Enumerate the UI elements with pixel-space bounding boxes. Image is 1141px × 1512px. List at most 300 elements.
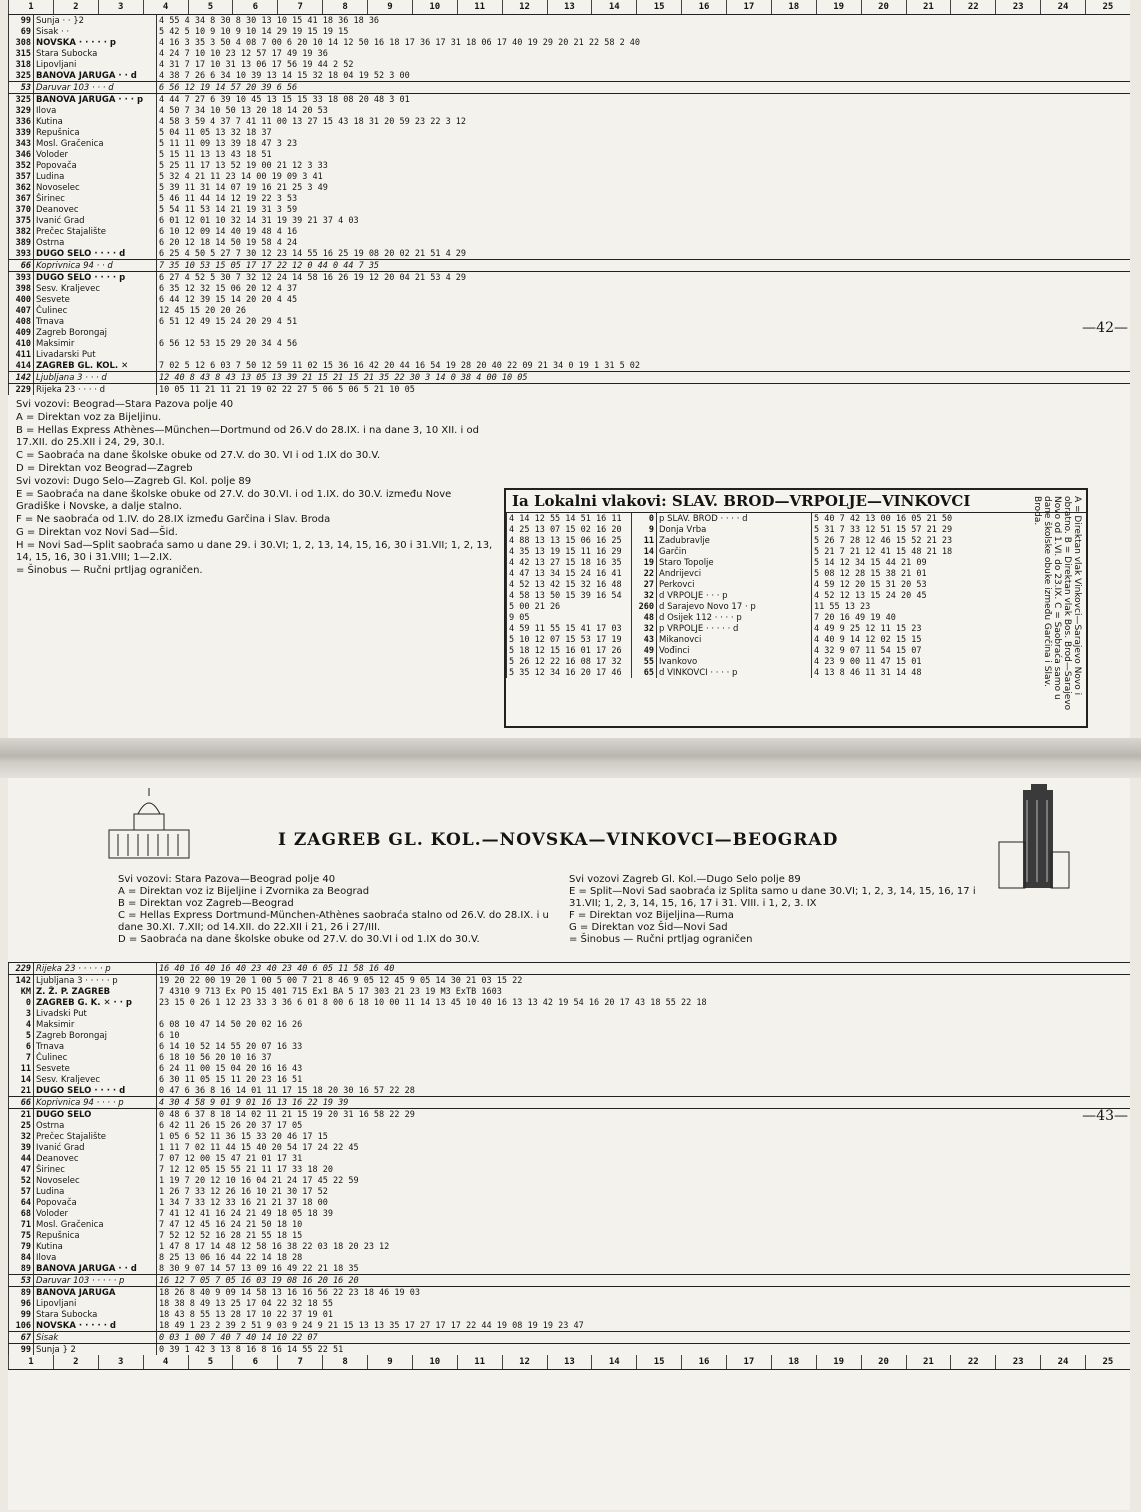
times-cell: 7 02 5 12 6 03 7 50 12 59 11 02 15 36 16 42 20 44 16 54 19 28 20 40 22 09 21 34 0 19 1 31 5 02 [157, 360, 1131, 372]
timetable-row [9, 70, 1131, 82]
column-number: 24 [1040, 0, 1085, 14]
timetable-row [9, 1287, 1131, 1299]
times-cell: 6 56 12 19 14 57 20 39 6 56 [157, 82, 1131, 94]
note-line: D = Saobraća na dane školske obuke od 27.V. do 30.VI i od 1.IX do 30.V. [118, 934, 480, 945]
station-cell: Ljubljana 3 · · · d [34, 372, 157, 384]
timetable-row [9, 1197, 1131, 1208]
km-cell: 318 [9, 59, 34, 70]
km-cell: 0 [632, 513, 657, 524]
times-cell: 7 35 10 53 15 05 17 17 22 12 0 44 0 44 7 35 [157, 260, 1131, 272]
local-left-times: 9 05 [507, 612, 632, 623]
km-cell: 229 [9, 384, 34, 396]
station-cell: ZAGREB GL. KOL. ✕ [34, 360, 157, 372]
km-cell: 21 [9, 1085, 34, 1097]
times-cell: 7 41 12 41 16 24 21 49 18 05 18 39 [157, 1208, 1131, 1219]
km-cell: 14 [9, 1074, 34, 1085]
times-cell: 5 11 11 09 13 39 18 47 3 23 [157, 138, 1131, 149]
timetable-row [9, 160, 1131, 171]
km-cell: 382 [9, 226, 34, 237]
page-title: I ZAGREB GL. KOL.—NOVSKA—VINKOVCI—BEOGRAD [278, 830, 839, 850]
station-cell: Trnava [34, 316, 157, 327]
km-cell: 329 [9, 105, 34, 116]
timetable-row [9, 171, 1131, 182]
station-cell: Ludina [34, 1186, 157, 1197]
times-cell: 5 25 11 17 13 52 19 00 21 12 3 33 [157, 160, 1131, 171]
timetable-row [9, 1230, 1131, 1241]
timetable-row [9, 116, 1131, 127]
column-number: 15 [636, 0, 681, 14]
timetable-row [9, 360, 1131, 372]
station-cell: Deanovec [34, 204, 157, 215]
station-cell: Čulinec [34, 305, 157, 316]
km-cell: 69 [9, 26, 34, 37]
km-cell: 66 [9, 1097, 34, 1109]
note-line: H = Novi Sad—Split saobraća samo u dane 29. i 30.VI; 1, 2, 13, 14, 15, 16, 30 i 31.VII; 1, 2, 13, 14, 15, 16, 30 i 31.VIII; 1—2.IX. [16, 540, 493, 563]
column-number: 23 [995, 1355, 1040, 1369]
notes-bottom-right [569, 874, 1010, 946]
station-cell: Koprivnica 94 · · · · p [34, 1097, 157, 1109]
station-cell: Daruvar 103 · · · d [34, 82, 157, 94]
station-cell: Rijeka 23 · · · · · p [34, 963, 157, 975]
times-cell: 6 51 12 49 15 24 20 29 4 51 [157, 316, 1131, 327]
km-cell: 315 [9, 48, 34, 59]
km-cell: 9 [632, 524, 657, 535]
column-number: 22 [950, 1355, 995, 1369]
timetable-row [9, 349, 1131, 360]
timetable-row [9, 305, 1131, 316]
column-number: 5 [188, 1355, 233, 1369]
times-cell: 16 40 16 40 16 40 23 40 23 40 6 05 11 58 16 40 [157, 963, 1131, 975]
km-cell: 11 [632, 535, 657, 546]
station-cell: NOVSKA · · · · · d [34, 1320, 157, 1332]
column-number: 4 [143, 1355, 188, 1369]
times-cell: 4 58 3 59 4 37 7 41 11 00 13 27 15 43 18 31 20 59 23 22 3 12 [157, 116, 1131, 127]
km-cell: 39 [9, 1142, 34, 1153]
timetable-row [9, 1241, 1131, 1252]
times-cell: 5 39 11 31 14 07 19 16 21 25 3 49 [157, 182, 1131, 193]
times-cell: 6 20 12 18 14 50 19 58 4 24 [157, 237, 1131, 248]
km-cell: 106 [9, 1320, 34, 1332]
local-right-times: 7 20 16 49 19 40 [812, 612, 1017, 623]
km-cell: 64 [9, 1197, 34, 1208]
column-number: 3 [98, 1355, 143, 1369]
note-line: E = Split—Novi Sad saobraća iz Splita samo u dane 30.VI; 1, 2, 3, 14, 15, 16, 17 i 31.VII; 1, 2, 3, 14, 15, 16, 17 i 31. VIII. i 1, 2, 3. IX [569, 886, 976, 909]
times-cell: 6 08 10 47 14 50 20 02 16 26 [157, 1019, 1131, 1030]
column-number: 12 [502, 0, 547, 14]
times-cell: 10 05 11 21 11 21 19 02 22 27 5 06 5 06 5 21 10 05 [157, 384, 1131, 396]
note-line: F = Ne saobraća od 1.IV. do 28.IX između Garčina i Slav. Broda [16, 514, 331, 525]
km-cell: 67 [9, 1332, 34, 1344]
column-number: 11 [457, 0, 502, 14]
km-cell: 0 [9, 997, 34, 1008]
times-cell: 5 46 11 44 14 12 19 22 3 53 [157, 193, 1131, 204]
timetable-row [9, 283, 1131, 294]
times-cell [157, 1008, 1131, 1019]
km-cell: 375 [9, 215, 34, 226]
timetable-row [9, 327, 1131, 338]
km-cell: 398 [9, 283, 34, 294]
local-row [507, 656, 1017, 667]
times-cell: 4 24 7 10 10 23 12 57 17 49 19 36 [157, 48, 1131, 59]
timetable-row [9, 1063, 1131, 1074]
timetable-row [9, 204, 1131, 215]
local-row [507, 579, 1017, 590]
column-number: 15 [636, 1355, 681, 1369]
local-right-times: 4 23 9 00 11 47 15 01 [812, 656, 1017, 667]
times-cell: 16 12 7 05 7 05 16 03 19 08 16 20 16 20 [157, 1275, 1131, 1287]
timetable-row [9, 138, 1131, 149]
column-number: 11 [457, 1355, 502, 1369]
column-numbers-bottom [8, 1355, 1130, 1370]
station-cell: Repušnica [34, 1230, 157, 1241]
station-cell: Lipovljani [34, 59, 157, 70]
station-cell: Ilova [34, 105, 157, 116]
station-cell: Popovača [34, 160, 157, 171]
timetable-row [9, 372, 1131, 384]
local-right-times: 5 31 7 33 12 51 15 57 21 29 [812, 524, 1017, 535]
local-row [507, 645, 1017, 656]
times-cell: 8 25 13 06 16 44 22 14 18 28 [157, 1252, 1131, 1263]
station-cell: Zadubravlje [657, 535, 812, 546]
times-cell: 6 42 11 26 15 26 20 37 17 05 [157, 1120, 1131, 1131]
local-row [507, 590, 1017, 601]
km-cell: 6 [9, 1041, 34, 1052]
times-cell [157, 349, 1131, 360]
times-cell: 0 03 1 00 7 40 7 40 14 10 22 07 [157, 1332, 1131, 1344]
timetable-row [9, 986, 1131, 997]
note-line: B = Hellas Express Athènes—München—Dortmund od 26.V do 28.IX. i na dane 3, 10 XII. i od 17.XII. do 25.XII i 24, 29, 30.I. [16, 425, 479, 448]
times-cell: 6 10 12 09 14 40 19 48 4 16 [157, 226, 1131, 237]
column-number: 2 [53, 0, 98, 14]
station-cell: Mosl. Gračenica [34, 1219, 157, 1230]
km-cell: 14 [632, 546, 657, 557]
station-cell: Sisak · · [34, 26, 157, 37]
station-cell: Ivankovo [657, 656, 812, 667]
local-row [507, 557, 1017, 568]
local-row [507, 623, 1017, 634]
station-cell: Širinec [34, 1164, 157, 1175]
km-cell: 357 [9, 171, 34, 182]
km-cell: 32 [632, 623, 657, 634]
station-cell: Ilova [34, 1252, 157, 1263]
timetable-row [9, 1344, 1131, 1356]
local-left-times: 4 14 12 55 14 51 16 11 [507, 513, 632, 524]
station-cell: Novoselec [34, 1175, 157, 1186]
times-cell: 1 19 7 20 12 10 16 04 21 24 17 45 22 59 [157, 1175, 1131, 1186]
timetable-row [9, 1008, 1131, 1019]
station-cell: BANOVA JARUGA · · d [34, 1263, 157, 1275]
km-cell: 336 [9, 116, 34, 127]
times-cell: 5 42 5 10 9 10 9 10 14 29 19 15 19 15 [157, 26, 1131, 37]
km-cell: 44 [9, 1153, 34, 1164]
station-cell: p SLAV. BROD · · · · d [657, 513, 812, 524]
column-number: 6 [232, 0, 277, 14]
column-number: 6 [232, 1355, 277, 1369]
local-left-times: 4 52 13 42 15 32 16 48 [507, 579, 632, 590]
column-number: 16 [681, 1355, 726, 1369]
local-row [507, 513, 1017, 524]
column-number: 10 [412, 0, 457, 14]
times-cell: 5 54 11 53 14 21 19 31 3 59 [157, 204, 1131, 215]
column-number: 3 [98, 0, 143, 14]
km-cell: 362 [9, 182, 34, 193]
local-trains-box [504, 488, 1088, 728]
km-cell: 68 [9, 1208, 34, 1219]
column-number: 25 [1085, 0, 1130, 14]
times-cell: 1 26 7 33 12 26 16 10 21 30 17 52 [157, 1186, 1131, 1197]
times-cell: 7 4310 9 713 Ex PO 15 401 715 Ex1 BA 5 17 303 21 23 19 M3 ExTB 1603 [157, 986, 1131, 997]
km-cell: 25 [9, 1120, 34, 1131]
km-cell: 229 [9, 963, 34, 975]
note-line: E = Saobraća na dane školske obuke od 27.V. do 30.VI. i od 1.IX. do 30.V. između Nove Gradiške i Novske, a dalje stalno. [16, 489, 452, 512]
column-number: 1 [8, 0, 53, 14]
timetable-row [9, 193, 1131, 204]
times-cell: 0 47 6 36 8 16 14 01 11 17 15 18 20 30 16 57 22 28 [157, 1085, 1131, 1097]
times-cell: 6 56 12 53 15 29 20 34 4 56 [157, 338, 1131, 349]
timetable-row [9, 1320, 1131, 1332]
km-cell: 32 [9, 1131, 34, 1142]
note-line: = Šinobus — Ručni prtljag ograničen [569, 934, 753, 945]
column-number: 10 [412, 1355, 457, 1369]
km-cell: 48 [632, 612, 657, 623]
local-left-times: 5 35 12 34 16 20 17 46 [507, 667, 632, 678]
local-row [507, 568, 1017, 579]
timetable-row [9, 1109, 1131, 1121]
column-number: 19 [816, 0, 861, 14]
local-right-times: 4 49 9 25 12 11 15 23 [812, 623, 1017, 634]
note-line: A = Direktan voz za Bijeljinu. [16, 412, 162, 423]
timetable-row [9, 215, 1131, 226]
station-cell: Novoselec [34, 182, 157, 193]
km-cell: 352 [9, 160, 34, 171]
times-cell: 18 43 8 55 13 28 17 10 22 37 19 01 [157, 1309, 1131, 1320]
column-number: 20 [861, 1355, 906, 1369]
km-cell: 142 [9, 372, 34, 384]
timetable-row [9, 26, 1131, 37]
km-cell: 53 [9, 82, 34, 94]
station-cell: d Sarajevo Novo 17 · p [657, 601, 812, 612]
km-cell: 4 [9, 1019, 34, 1030]
station-cell: BANOVA JARUGA [34, 1287, 157, 1299]
timetable-row [9, 975, 1131, 987]
times-cell: 0 48 6 37 8 18 14 02 11 21 15 19 20 31 16 58 22 29 [157, 1109, 1131, 1121]
station-cell: Sunja · · }2 [34, 15, 157, 26]
timetable-row [9, 237, 1131, 248]
note-line: Svi vozovi: Beograd—Stara Pazova polje 40 [16, 399, 234, 410]
timetable-row [9, 294, 1131, 305]
timetable-row [9, 1142, 1131, 1153]
km-cell: 409 [9, 327, 34, 338]
km-cell: 75 [9, 1230, 34, 1241]
km-cell: 308 [9, 37, 34, 48]
local-row [507, 546, 1017, 557]
column-number: 13 [547, 0, 592, 14]
station-cell: Staro Topolje [657, 557, 812, 568]
timetable-row [9, 1030, 1131, 1041]
timetable-row [9, 105, 1131, 116]
timetable-row [9, 338, 1131, 349]
local-right-times: 5 08 12 28 15 38 21 01 [812, 568, 1017, 579]
station-cell: Andrijevci [657, 568, 812, 579]
timetable-row [9, 1164, 1131, 1175]
timetable-row [9, 1041, 1131, 1052]
km-cell: 260 [632, 601, 657, 612]
km-cell: 400 [9, 294, 34, 305]
times-cell: 6 24 11 00 15 04 20 16 16 43 [157, 1063, 1131, 1074]
column-number: 13 [547, 1355, 592, 1369]
column-number: 21 [906, 0, 951, 14]
local-side-notes: A = Direktan vlak Vinkovci—Sarajevo Novo i obratno. B = Direktan vlak Bos. Brod—Sarajevo Novo od 1.VI. do 23.IX. C = Saobraća samo u dane školske obuke između Garčina i Slav. Broda. [1032, 496, 1082, 711]
local-left-times: 5 26 12 22 16 08 17 32 [507, 656, 632, 667]
station-cell: Prečec Stajalište [34, 226, 157, 237]
column-number: 9 [367, 0, 412, 14]
station-cell: Sesv. Kraljevec [34, 283, 157, 294]
timetable-row [9, 1153, 1131, 1164]
station-cell: ZAGREB G. K. ✕ · · p [34, 997, 157, 1008]
timetable-row [9, 1074, 1131, 1085]
timetable-row [9, 149, 1131, 160]
timetable-row [9, 1275, 1131, 1287]
local-left-times: 5 10 12 07 15 53 17 19 [507, 634, 632, 645]
station-cell: Zagreb Borongaj [34, 327, 157, 338]
timetable-row [9, 248, 1131, 260]
column-number: 9 [367, 1355, 412, 1369]
local-row [507, 612, 1017, 623]
km-cell: 410 [9, 338, 34, 349]
local-left-times: 4 42 13 27 15 18 16 35 [507, 557, 632, 568]
station-cell: Mikanovci [657, 634, 812, 645]
km-cell: 411 [9, 349, 34, 360]
station-cell: Trnava [34, 1041, 157, 1052]
tower-building-icon [993, 782, 1073, 892]
page-number: —42— [1082, 320, 1128, 336]
station-cell: NOVSKA · · · · · p [34, 37, 157, 48]
timetable-page-42 [8, 0, 1130, 738]
station-cell: d VRPOLJE · · · p [657, 590, 812, 601]
km-cell: 343 [9, 138, 34, 149]
timetable-row [9, 1186, 1131, 1197]
timetable-row [9, 1120, 1131, 1131]
local-right-times: 4 13 8 46 11 31 14 48 [812, 667, 1017, 678]
column-number: 14 [591, 0, 636, 14]
times-cell: 7 47 12 45 16 24 21 50 18 10 [157, 1219, 1131, 1230]
km-cell: 43 [632, 634, 657, 645]
local-left-times: 4 35 13 19 15 11 16 29 [507, 546, 632, 557]
notes-bottom-left [118, 874, 559, 946]
times-cell: 23 15 0 26 1 12 23 33 3 36 6 01 8 00 6 18 10 00 11 14 13 45 10 40 16 13 13 42 19 54 16 20 17 43 18 55 22 18 [157, 997, 1131, 1008]
timetable-row [9, 37, 1131, 48]
km-cell: 325 [9, 70, 34, 82]
station-cell: Ivanić Grad [34, 215, 157, 226]
times-cell: 4 55 4 34 8 30 8 30 13 10 15 41 18 36 18 36 [157, 15, 1131, 26]
station-cell: BANOVA JARUGA · · · p [34, 94, 157, 106]
station-cell: Livadarski Put [34, 349, 157, 360]
km-cell: 407 [9, 305, 34, 316]
timetable-row [9, 384, 1131, 396]
station-cell: DUGO SELO · · · · p [34, 272, 157, 284]
km-cell: 53 [9, 1275, 34, 1287]
local-left-times: 4 59 11 55 15 41 17 03 [507, 623, 632, 634]
station-cell: Kutina [34, 1241, 157, 1252]
column-number: 8 [322, 1355, 367, 1369]
station-cell: Lipovljani [34, 1298, 157, 1309]
title-bar [8, 778, 1130, 874]
local-right-times: 4 52 12 13 15 24 20 45 [812, 590, 1017, 601]
local-row [507, 524, 1017, 535]
local-row [507, 667, 1017, 678]
station-cell: Zagreb Borongaj [34, 1030, 157, 1041]
km-cell: KM [9, 986, 34, 997]
note-line: = Šinobus — Ručni prtljag ograničen. [16, 565, 203, 576]
times-cell: 12 40 8 43 8 43 13 05 13 39 21 15 21 15 21 35 22 30 3 14 0 38 4 00 10 05 [157, 372, 1131, 384]
timetable-row [9, 1019, 1131, 1030]
column-number: 12 [502, 1355, 547, 1369]
times-cell: 7 07 12 00 15 47 21 01 17 31 [157, 1153, 1131, 1164]
km-cell: 89 [9, 1287, 34, 1299]
local-left-times: 4 25 13 07 15 02 16 20 [507, 524, 632, 535]
km-cell: 65 [632, 667, 657, 678]
times-cell: 4 44 7 27 6 39 10 45 13 15 15 33 18 08 20 48 3 01 [157, 94, 1131, 106]
station-cell: Voloder [34, 1208, 157, 1219]
timetable-row [9, 82, 1131, 94]
km-cell: 27 [632, 579, 657, 590]
km-cell: 367 [9, 193, 34, 204]
column-number: 25 [1085, 1355, 1130, 1369]
timetable-row [9, 48, 1131, 59]
km-cell: 393 [9, 272, 34, 284]
timetable-row [9, 1052, 1131, 1063]
km-cell: 414 [9, 360, 34, 372]
station-cell: Ostrna [34, 237, 157, 248]
km-cell: 49 [632, 645, 657, 656]
times-cell: 0 39 1 42 3 13 8 16 8 16 14 55 22 51 [157, 1344, 1131, 1356]
timetable-row [9, 1298, 1131, 1309]
note-line: G = Direktan voz Šid—Novi Sad [569, 922, 728, 933]
times-cell: 6 25 4 50 5 27 7 30 12 23 14 55 16 25 19 08 20 02 21 51 4 29 [157, 248, 1131, 260]
station-cell: Prečec Stajalište [34, 1131, 157, 1142]
km-cell: 325 [9, 94, 34, 106]
times-cell: 4 30 4 58 9 01 9 01 16 13 16 22 19 39 [157, 1097, 1131, 1109]
times-cell: 6 10 [157, 1030, 1131, 1041]
station-cell: Ludina [34, 171, 157, 182]
column-number: 18 [771, 1355, 816, 1369]
timetable-row [9, 15, 1131, 26]
timetable-row [9, 1309, 1131, 1320]
station-cell: Deanovec [34, 1153, 157, 1164]
local-right-times: 5 21 7 21 12 41 15 48 21 18 [812, 546, 1017, 557]
km-cell: 19 [632, 557, 657, 568]
km-cell: 55 [632, 656, 657, 667]
station-cell: Ivanić Grad [34, 1142, 157, 1153]
station-cell: Ostrna [34, 1120, 157, 1131]
note-line: Svi vozovi: Dugo Selo—Zagreb Gl. Kol. polje 89 [16, 476, 252, 487]
times-cell: 5 32 4 21 11 23 14 00 19 09 3 41 [157, 171, 1131, 182]
column-number: 14 [591, 1355, 636, 1369]
station-cell: Repušnica [34, 127, 157, 138]
station-cell: Maksimir [34, 338, 157, 349]
local-left-times: 5 18 12 15 16 01 17 26 [507, 645, 632, 656]
note-line: F = Direktan voz Bijeljina—Ruma [569, 910, 734, 921]
station-cell: Vođinci [657, 645, 812, 656]
local-right-times: 4 40 9 14 12 02 15 15 [812, 634, 1017, 645]
km-cell: 47 [9, 1164, 34, 1175]
column-number: 17 [726, 1355, 771, 1369]
station-cell: Širinec [34, 193, 157, 204]
km-cell: 66 [9, 260, 34, 272]
station-cell: Daruvar 103 · · · · · p [34, 1275, 157, 1287]
local-trains-table [506, 513, 1016, 678]
timetable-row [9, 1263, 1131, 1275]
